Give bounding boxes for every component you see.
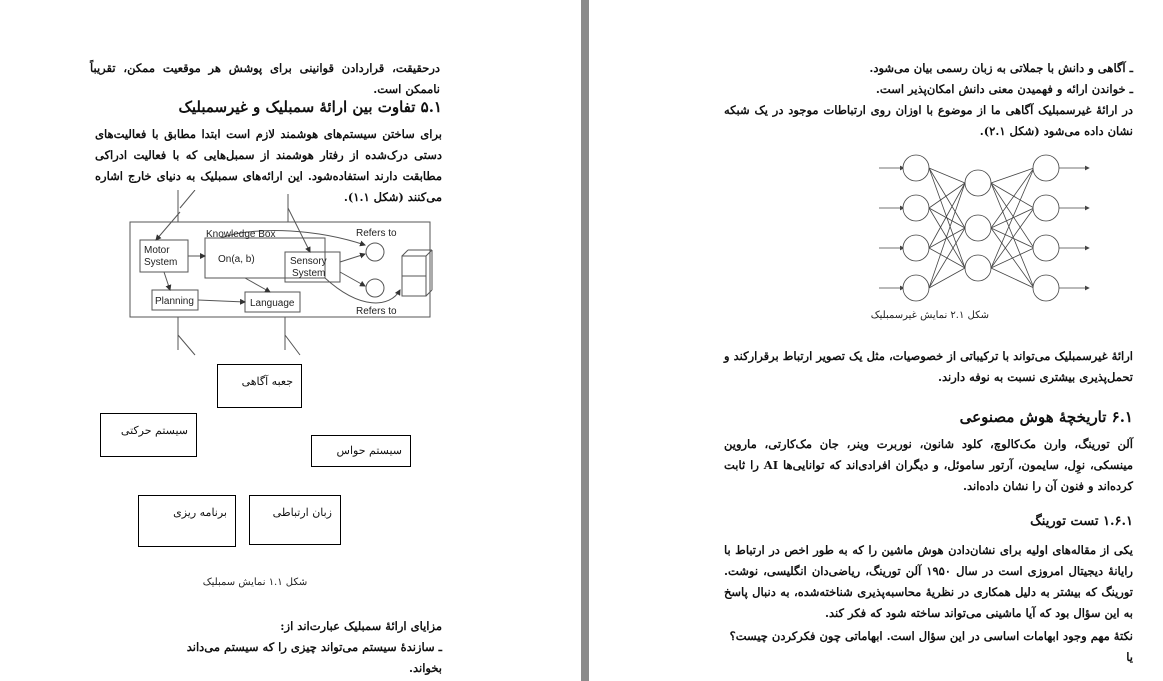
- section-heading: ۵.۱ تفاوت بین ارائهٔ سمبلیک و غیرسمبلیک: [178, 98, 442, 116]
- paragraph-4: یکی از مقاله‌های اولیه برای نشان‌دادن هوش ماشین را که به طور اخص در ارتباط با رایانهٔ دیجیتال امروزی است در سال ۱۹۵۰ آلن تورینگ، ریاضی‌دان انگلیسی، نوشت. تورینگ که بیشتر به دلیل همکاری در نظریهٔ محاسبه‌پذیری شناخته‌شده، به دنبال پاسخ به این سؤال بود که آیا ماشینی می‌تواند ساخته شود که فکر کند.: [724, 543, 1133, 620]
- paragraph-1: در ارائهٔ غیرسمبلیک آگاهی ما از موضوع با اوزان روی ارتباطات موجود در یک شبکه نشان داده می‌شود (شکل ۲.۱).: [724, 103, 1133, 138]
- section-heading: ۶.۱ تاریخچهٔ هوش مصنوعی: [959, 408, 1133, 426]
- bullet-1: ـ سازندهٔ سیستم می‌تواند چیزی را که سیستم می‌داند بخواند.: [186, 640, 442, 675]
- advantages-line: مزایای ارائهٔ سمبلیک عبارت‌اند از:: [280, 619, 442, 633]
- paragraph-5: نکتهٔ مهم وجود ابهامات اساسی در این سؤال است. ابهاماتی چون فکرکردن چیست؟ یا: [729, 629, 1133, 664]
- symbolic-diagram: [120, 190, 450, 360]
- bullet-1: ـ آگاهی و دانش با جملاتی به زبان رسمی بیان می‌شود.: [869, 61, 1133, 75]
- motor-system-fa: سیستم حرکتی: [100, 413, 197, 457]
- on-ab-label: On(a, b): [218, 254, 255, 265]
- sensory-label-1: Sensory: [290, 256, 327, 267]
- paragraph: برای ساختن سیستم‌های هوشمند لازم است ابتدا مطابق با فعالیت‌های دستی درک‌شده از رفتار هوشمند از سمبل‌هایی که با فعالیت ادراکی مطابقت دارند استفاده‌شود. این ارائه‌های سمبلیک به دنیای خارج اشاره می‌کنند (شکل ۱.۱).: [95, 127, 442, 204]
- knowledge-box-fa: جعبه آگاهی: [217, 364, 302, 408]
- planning-fa: برنامه ریزی: [138, 495, 236, 547]
- neural-network-figure: [874, 148, 1104, 308]
- sensory-system-fa: سیستم حواس: [311, 435, 411, 467]
- language-fa: زبان ارتباطی: [249, 495, 341, 545]
- refers-to-bottom: Refers to: [356, 306, 397, 317]
- bullet-2: ـ خواندن ارائه و فهمیدن معنی دانش امکان‌پذیر است.: [875, 82, 1133, 96]
- sensory-label-2: System: [292, 268, 326, 279]
- knowledge-box-label: Knowledge Box: [206, 229, 276, 240]
- figure-caption: شکل ۱.۱ نمایش سمبلیک: [202, 577, 308, 588]
- paragraph-3: آلن تورینگ، وارن مک‌کالوچ، کلود شانون، نوربرت وینر، جان مک‌کارتی، ماروین مینسکی، نوِل، سایمون، آرتور ساموئل، و دیگران افرادی‌اند که توانایی‌ها AI را ثابت کرده‌اند و فنون آن را نشان داده‌اند.: [724, 437, 1133, 493]
- refers-to-top: Refers to: [356, 228, 397, 239]
- paragraph-2: ارائهٔ غیرسمبلیک می‌تواند با ترکیباتی از خصوصیات، مثل یک تصویر ارتباط برقرارکند و تحمل‌پذیری بیشتری نسبت به نوفه دارند.: [724, 349, 1133, 384]
- intro-line: درحقیقت، قراردادن قوانینی برای پوشش هر موقعیت ممکن، تقریباً ناممکن است.: [90, 61, 440, 96]
- left-page: [0, 0, 581, 681]
- motor-label-2: System: [144, 257, 178, 268]
- figure-caption: شکل ۲.۱ نمایش غیرسمبلیک: [870, 310, 989, 321]
- subheading: ۱.۶.۱ تست تورینگ: [1030, 514, 1133, 529]
- motor-label-1: Motor: [144, 245, 170, 256]
- right-page: [589, 0, 1163, 681]
- planning-label: Planning: [155, 296, 194, 307]
- language-label: Language: [250, 298, 295, 309]
